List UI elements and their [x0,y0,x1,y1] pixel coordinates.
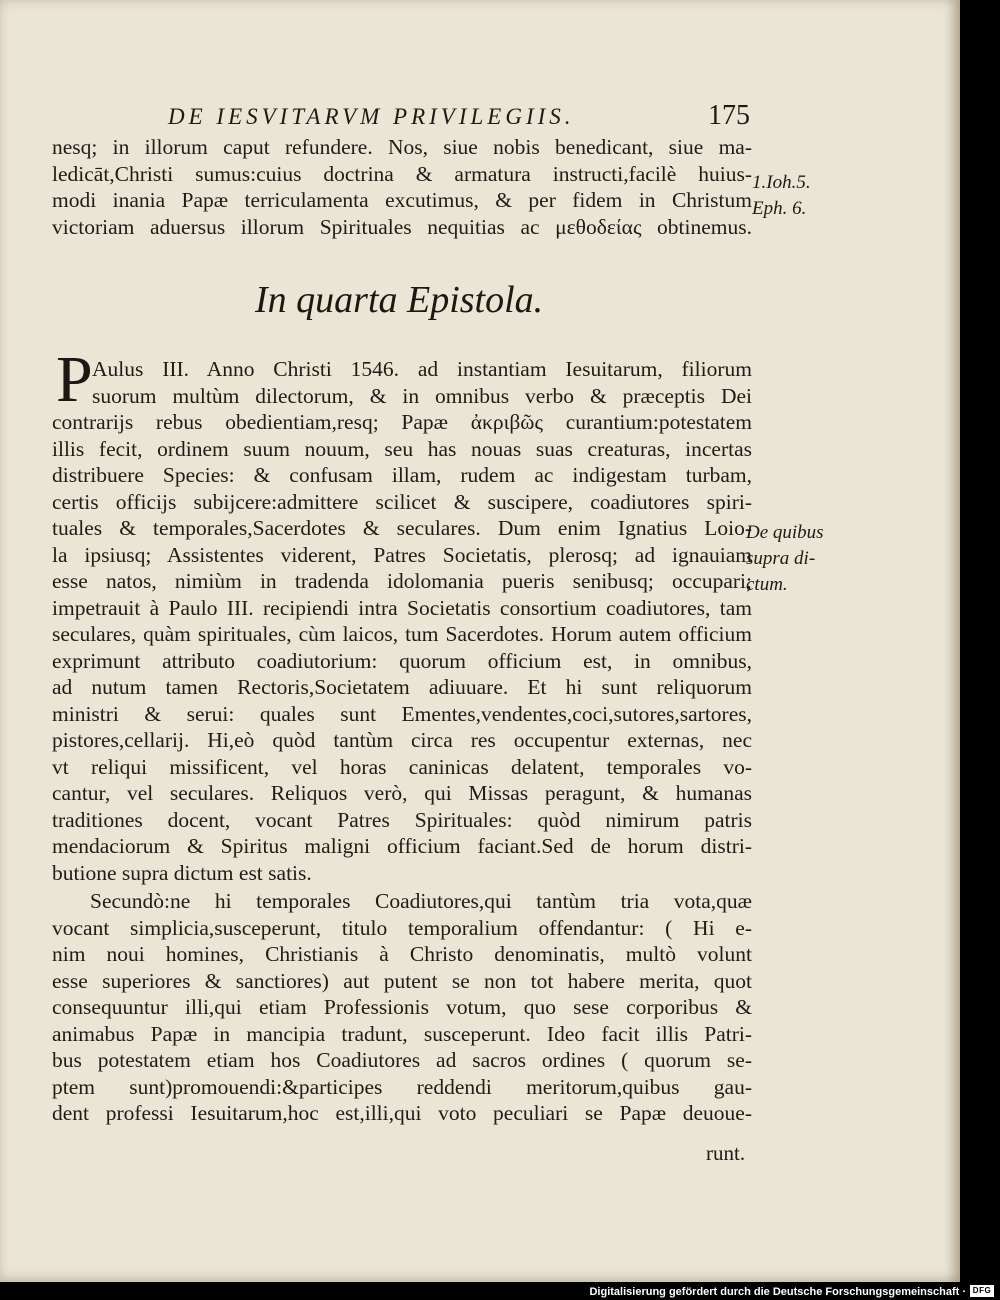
footer-credit: Digitalisierung gefördert durch die Deutsche Forschungsgemeinschaft · [589,1286,966,1298]
text-line: pistores,cellarij. Hi,eò quòd tantùm circa res occupentur externas, nec [52,728,752,752]
text-line: consequuntur illi,qui etiam Professionis votum, quo sese corporibus & [52,995,752,1019]
text-line: esse natos, nimiùm in tradenda idolomania pueris senibusq; occupari; [52,569,752,593]
margin-note-de-quibus-2: supra di- [746,548,816,569]
text-line: illis fecit, ordinem suum nouum, seu has nouas suas creaturas, incertas [52,436,752,461]
text-line: mendaciorum & Spiritus maligni officium faciant.Sed de horum distri- [52,834,752,858]
text-line: vt reliqui missificent, vel horas caninicas delatent, temporales vo- [52,754,752,779]
catchword: runt. [706,1141,746,1165]
text-line: ad nutum tamen Rectoris,Societatem adiuuare. Et hi sunt reliquorum [52,675,752,699]
text-line: bus potestatem etiam hos Coadiutores ad sacros ordines ( quorum se- [52,1048,752,1072]
text-line: modi inania Papæ terriculamenta excutimus, & per fidem in Christum [52,188,752,212]
text-line: Aulus III. Anno Christi 1546. ad instantiam Iesuitarum, filiorum [92,357,752,381]
text-line: impetrauit à Paulo III. recipiendi intra Societatis consortium coadiutores, tam [52,595,752,620]
text-line: Secundò:ne hi temporales Coadiutores,qui tantùm tria vota,quæ [90,889,752,913]
text-line: nim noui homines, Christianis à Christo denominatis, multò volunt [52,942,752,966]
margin-note-de-quibus-3: ctum. [746,574,788,595]
text-line: contrarijs rebus obedientiam,resq; Papæ ἀκριβῶς curantium:potestatem [52,410,752,434]
main-paragraph [52,356,752,886]
margin-note-ioh: 1.Ioh.5. [752,172,811,193]
text-line: suorum multùm dilectorum, & in omnibus verbo & præceptis Dei [92,383,752,408]
footer-bar [0,1282,1000,1300]
text-line: victoriam aduersus illorum Spirituales nequitias ac μεθοδείας obtinemus. [52,214,752,239]
text-line: butione supra dictum est satis. [52,860,312,885]
text-line: distribuere Species: & confusam illam, rudem ac indigestam turbam, [52,463,752,487]
text-line: certis officijs subijcere:admittere scilicet & suscipere, coadiutores spiri- [52,489,752,514]
text-line: ptem sunt)promouendi:&participes reddendi meritorum,quibus gau- [52,1074,752,1099]
running-head: DE IESVITARVM PRIVILEGIIS. [168,104,575,129]
text-line: exprimunt attributo coadiutorium: quorum officium est, in omnibus, [52,648,752,673]
text-line: dent professi Iesuitarum,hoc est,illi,qui voto peculiari se Papæ deuoue- [52,1101,752,1125]
margin-note-de-quibus-1: De quibus [746,522,824,543]
text-line: esse superiores & sanctiores) aut putent se non tot habere merita, quot [52,968,752,993]
drop-capital: P [56,343,93,416]
text-line: animabus Papæ in mancipia tradunt, susceperunt. Ideo facit illis Patri- [52,1021,752,1046]
text-line: ledicāt,Christi sumus:cuius doctrina & armatura instructi,facilè huius- [52,161,752,186]
text-line: ministri & serui: quales sunt Ementes,vendentes,coci,sutores,sartores, [52,701,752,726]
text-line: vocant simplicia,susceperunt, titulo temporalium offendantur: ( Hi e- [52,915,752,940]
top-paragraph [52,134,752,240]
page-number: 175 [708,100,750,131]
text-line: traditiones docent, vocant Patres Spirituales: quòd nimirum patris [52,807,752,832]
margin-note-eph: Eph. 6. [752,198,807,219]
text-line: cantur, vel seculares. Reliquos verò, qui Missas peragunt, & humanas [52,781,752,805]
text-line: la ipsiusq; Assistentes viderent, Patres Societatis, plerosq; ad ignauiam [52,542,752,567]
text-line: seculares, quàm spirituales, cùm laicos, tum Sacerdotes. Horum autem officium [52,622,752,646]
dfg-logo-icon: DFG [970,1285,994,1297]
section-heading: In quarta Epistola. [255,279,544,321]
text-line: tuales & temporales,Sacerdotes & seculares. Dum enim Ignatius Loio- [52,516,752,540]
second-paragraph [52,888,752,1127]
text-line: nesq; in illorum caput refundere. Nos, siue nobis benedicant, siue ma- [52,135,752,159]
